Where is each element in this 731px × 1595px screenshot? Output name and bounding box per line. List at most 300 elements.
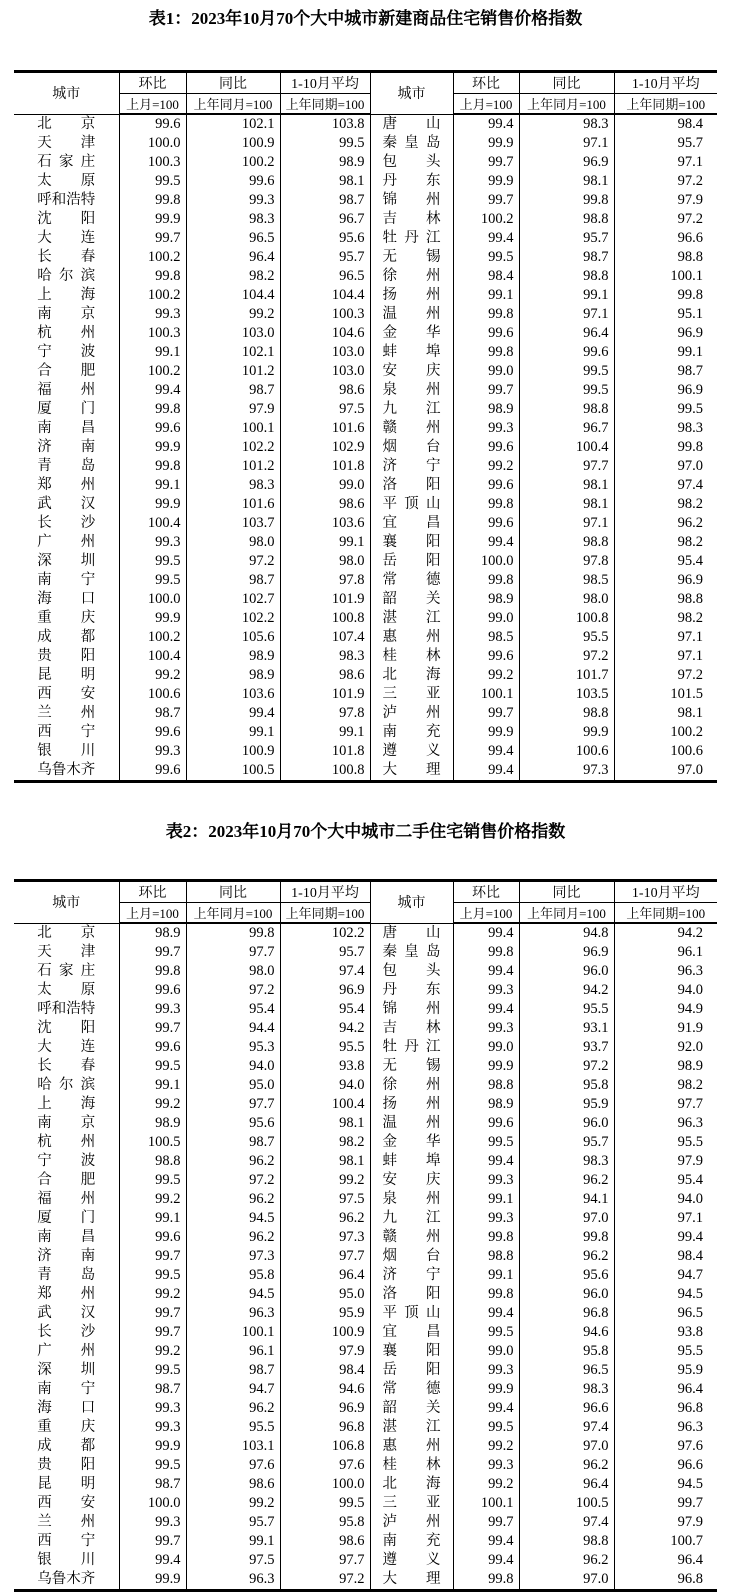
index-value-cell: 99.8 — [119, 457, 186, 476]
table-row — [14, 943, 717, 962]
city-name: 南昌 — [37, 420, 96, 436]
table-row — [14, 981, 717, 1000]
city-name: 武汉 — [37, 1305, 96, 1321]
city-name: 赣州 — [382, 420, 441, 436]
city-cell — [14, 609, 119, 628]
table1-title: 表1：2023年10月70个大中城市新建商品住宅销售价格指数 — [148, 9, 583, 28]
city-name: 包头 — [382, 963, 441, 979]
index-value-cell: 99.1 — [119, 343, 186, 362]
index-value-cell: 99.2 — [453, 1475, 519, 1494]
index-value-cell: 99.8 — [453, 1570, 519, 1591]
city-name: 厦门 — [37, 1210, 96, 1226]
index-value-cell: 94.0 — [280, 1076, 370, 1095]
city-name: 西宁 — [37, 1533, 96, 1549]
index-value-cell: 98.6 — [280, 1532, 370, 1551]
city-name: 深圳 — [37, 1362, 96, 1378]
index-value-cell: 105.6 — [186, 628, 280, 647]
city-name: 泸州 — [382, 705, 441, 721]
city-name: 金华 — [382, 325, 441, 341]
index-value-cell: 95.9 — [519, 1095, 614, 1114]
city-cell — [370, 1057, 453, 1076]
table-row — [14, 1095, 717, 1114]
index-value-cell: 99.1 — [453, 286, 519, 305]
index-value-cell: 91.9 — [614, 1019, 717, 1038]
city-name: 沈阳 — [37, 211, 96, 227]
city-cell — [14, 1570, 119, 1591]
city-cell — [14, 704, 119, 723]
index-value-cell: 97.1 — [519, 134, 614, 153]
index-value-cell: 99.3 — [119, 305, 186, 324]
col-header-avg-right: 1-10月平均 — [614, 881, 717, 903]
city-cell — [14, 590, 119, 609]
city-name: 赣州 — [382, 1229, 441, 1245]
col-header-city-right: 城市 — [370, 881, 453, 924]
city-cell — [14, 923, 119, 943]
table-row — [14, 1228, 717, 1247]
city-name: 大连 — [37, 230, 96, 246]
index-value-cell: 99.3 — [119, 1399, 186, 1418]
index-value-cell: 96.7 — [280, 210, 370, 229]
city-name: 西安 — [37, 1495, 96, 1511]
index-value-cell: 99.2 — [119, 1190, 186, 1209]
city-name: 蚌埠 — [382, 344, 441, 360]
index-value-cell: 99.8 — [119, 191, 186, 210]
index-value-cell: 98.1 — [519, 476, 614, 495]
index-value-cell: 104.4 — [280, 286, 370, 305]
index-value-cell: 100.4 — [119, 647, 186, 666]
table-row — [14, 609, 717, 628]
index-value-cell: 96.9 — [519, 943, 614, 962]
city-name: 北海 — [382, 1476, 441, 1492]
index-value-cell: 95.5 — [186, 1418, 280, 1437]
index-value-cell: 100.4 — [280, 1095, 370, 1114]
city-cell — [14, 153, 119, 172]
index-value-cell: 99.6 — [453, 438, 519, 457]
index-value-cell: 97.7 — [186, 943, 280, 962]
city-cell — [370, 761, 453, 782]
index-value-cell: 98.2 — [280, 1133, 370, 1152]
city-cell — [14, 1494, 119, 1513]
city-cell — [370, 981, 453, 1000]
index-value-cell: 100.2 — [119, 248, 186, 267]
city-cell — [370, 1076, 453, 1095]
city-name: 烟台 — [382, 1248, 441, 1264]
city-cell — [14, 514, 119, 533]
city-cell — [14, 1057, 119, 1076]
city-cell — [370, 1228, 453, 1247]
city-cell — [14, 981, 119, 1000]
index-value-cell: 97.3 — [186, 1247, 280, 1266]
index-value-cell: 96.2 — [186, 1152, 280, 1171]
index-value-cell: 99.6 — [453, 514, 519, 533]
city-name: 金华 — [382, 1134, 441, 1150]
index-value-cell: 97.5 — [186, 1551, 280, 1570]
index-value-cell: 96.9 — [614, 324, 717, 343]
index-value-cell: 97.6 — [280, 1456, 370, 1475]
city-name: 长沙 — [37, 1324, 96, 1340]
city-name: 海口 — [37, 1400, 96, 1416]
index-value-cell: 99.7 — [119, 1323, 186, 1342]
index-value-cell: 99.7 — [119, 1019, 186, 1038]
city-cell — [14, 666, 119, 685]
city-cell — [14, 647, 119, 666]
city-cell — [14, 438, 119, 457]
city-name: 厦门 — [37, 401, 96, 417]
index-value-cell: 98.8 — [519, 704, 614, 723]
city-name: 九江 — [382, 1210, 441, 1226]
table-row — [14, 1019, 717, 1038]
city-cell — [370, 723, 453, 742]
index-value-cell: 100.2 — [119, 362, 186, 381]
index-value-cell: 98.3 — [614, 419, 717, 438]
index-value-cell: 99.2 — [186, 1494, 280, 1513]
index-value-cell: 96.2 — [186, 1190, 280, 1209]
index-value-cell: 95.5 — [614, 1133, 717, 1152]
index-value-cell: 99.5 — [614, 400, 717, 419]
index-value-cell: 96.6 — [519, 1399, 614, 1418]
header-row-2 — [14, 903, 717, 924]
col-subheader-mom-base-left: 上月=100 — [119, 903, 186, 924]
col-subheader-avg-base-left: 上年同期=100 — [280, 903, 370, 924]
city-cell — [370, 362, 453, 381]
city-cell — [370, 172, 453, 191]
city-cell — [370, 381, 453, 400]
city-name: 兰州 — [37, 1514, 96, 1530]
index-value-cell: 98.3 — [186, 476, 280, 495]
index-value-cell: 99.9 — [453, 172, 519, 191]
table-row — [14, 552, 717, 571]
city-cell — [370, 1437, 453, 1456]
table-row — [14, 305, 717, 324]
col-header-yoy-left: 同比 — [186, 881, 280, 903]
index-value-cell: 100.1 — [453, 685, 519, 704]
index-value-cell: 97.3 — [519, 761, 614, 782]
table-row — [14, 134, 717, 153]
city-cell — [14, 1418, 119, 1437]
index-value-cell: 96.3 — [614, 1418, 717, 1437]
index-value-cell: 97.0 — [614, 457, 717, 476]
index-value-cell: 99.7 — [453, 381, 519, 400]
table-row — [14, 1551, 717, 1570]
city-name: 无锡 — [382, 249, 441, 265]
index-value-cell: 99.6 — [453, 476, 519, 495]
city-name: 南京 — [37, 306, 96, 322]
table-row — [14, 1209, 717, 1228]
index-value-cell: 104.4 — [186, 286, 280, 305]
city-cell — [14, 1475, 119, 1494]
index-value-cell: 102.2 — [186, 609, 280, 628]
col-header-city-right: 城市 — [370, 72, 453, 115]
index-value-cell: 95.6 — [186, 1114, 280, 1133]
city-cell — [370, 1152, 453, 1171]
index-value-cell: 99.3 — [453, 1019, 519, 1038]
index-value-cell: 99.5 — [453, 1133, 519, 1152]
table1-new-homes-price-index — [14, 70, 717, 783]
table-row — [14, 590, 717, 609]
index-value-cell: 97.8 — [280, 571, 370, 590]
index-value-cell: 100.0 — [119, 134, 186, 153]
city-name: 秦皇岛 — [382, 944, 441, 960]
table-row — [14, 1513, 717, 1532]
index-value-cell: 98.6 — [280, 381, 370, 400]
city-cell — [370, 685, 453, 704]
table-row — [14, 381, 717, 400]
index-value-cell: 99.8 — [453, 343, 519, 362]
index-value-cell: 96.0 — [519, 962, 614, 981]
city-name: 遵义 — [382, 1552, 441, 1568]
index-value-cell: 99.6 — [453, 647, 519, 666]
city-name: 长沙 — [37, 515, 96, 531]
col-header-yoy-right: 同比 — [519, 72, 614, 94]
city-cell — [370, 1095, 453, 1114]
index-value-cell: 94.7 — [614, 1266, 717, 1285]
index-value-cell: 99.5 — [119, 1266, 186, 1285]
index-value-cell: 98.1 — [614, 704, 717, 723]
table-row — [14, 419, 717, 438]
table-row — [14, 1000, 717, 1019]
index-value-cell: 98.8 — [519, 400, 614, 419]
table-row — [14, 153, 717, 172]
index-value-cell: 98.8 — [453, 1247, 519, 1266]
city-cell — [370, 1532, 453, 1551]
index-value-cell: 97.2 — [519, 647, 614, 666]
table-row — [14, 704, 717, 723]
index-value-cell: 97.2 — [614, 210, 717, 229]
index-value-cell: 99.7 — [119, 1532, 186, 1551]
index-value-cell: 99.6 — [119, 1228, 186, 1247]
index-value-cell: 98.4 — [614, 1247, 717, 1266]
city-name: 南充 — [382, 724, 441, 740]
index-value-cell: 99.7 — [119, 229, 186, 248]
index-value-cell: 99.9 — [519, 723, 614, 742]
index-value-cell: 97.1 — [614, 628, 717, 647]
index-value-cell: 99.6 — [119, 723, 186, 742]
index-value-cell: 98.4 — [614, 114, 717, 134]
city-name: 遵义 — [382, 743, 441, 759]
city-name: 平顶山 — [382, 496, 441, 512]
city-cell — [370, 267, 453, 286]
index-value-cell: 98.7 — [614, 362, 717, 381]
city-name: 宁波 — [37, 1153, 96, 1169]
index-value-cell: 97.4 — [519, 1418, 614, 1437]
index-value-cell: 96.1 — [186, 1342, 280, 1361]
index-value-cell: 98.8 — [614, 248, 717, 267]
index-value-cell: 99.7 — [453, 1513, 519, 1532]
table-row — [14, 571, 717, 590]
index-value-cell: 98.7 — [119, 1380, 186, 1399]
table-row — [14, 267, 717, 286]
city-cell — [370, 1342, 453, 1361]
index-value-cell: 100.2 — [614, 723, 717, 742]
index-value-cell: 99.2 — [119, 666, 186, 685]
index-value-cell: 95.5 — [519, 628, 614, 647]
table-row — [14, 1380, 717, 1399]
city-cell — [14, 1076, 119, 1095]
index-value-cell: 100.8 — [519, 609, 614, 628]
index-value-cell: 99.5 — [119, 1361, 186, 1380]
index-value-cell: 99.9 — [119, 1437, 186, 1456]
index-value-cell: 97.9 — [614, 191, 717, 210]
index-value-cell: 97.4 — [614, 476, 717, 495]
index-value-cell: 99.2 — [119, 1342, 186, 1361]
city-cell — [370, 343, 453, 362]
city-cell — [370, 134, 453, 153]
city-cell — [14, 1171, 119, 1190]
city-name: 南充 — [382, 1533, 441, 1549]
index-value-cell: 99.3 — [453, 981, 519, 1000]
index-value-cell: 96.8 — [614, 1570, 717, 1591]
city-name: 蚌埠 — [382, 1153, 441, 1169]
index-value-cell: 99.7 — [453, 704, 519, 723]
index-value-cell: 97.2 — [614, 172, 717, 191]
index-value-cell: 98.8 — [519, 210, 614, 229]
index-value-cell: 97.9 — [280, 1342, 370, 1361]
city-cell — [14, 1247, 119, 1266]
index-value-cell: 99.3 — [453, 1209, 519, 1228]
city-cell — [370, 943, 453, 962]
index-value-cell: 95.9 — [614, 1361, 717, 1380]
city-name: 烟台 — [382, 439, 441, 455]
city-name: 南昌 — [37, 1229, 96, 1245]
col-header-city-left: 城市 — [14, 881, 119, 924]
index-value-cell: 98.9 — [280, 153, 370, 172]
city-name: 吉林 — [382, 1020, 441, 1036]
col-subheader-avg-base-left: 上年同期=100 — [280, 94, 370, 115]
city-cell — [370, 571, 453, 590]
index-value-cell: 95.5 — [519, 1000, 614, 1019]
index-value-cell: 99.5 — [453, 1418, 519, 1437]
index-value-cell: 102.1 — [186, 114, 280, 134]
index-value-cell: 99.5 — [119, 552, 186, 571]
index-value-cell: 98.0 — [186, 533, 280, 552]
index-value-cell: 97.9 — [614, 1513, 717, 1532]
table-row — [14, 1494, 717, 1513]
index-value-cell: 97.0 — [519, 1209, 614, 1228]
index-value-cell: 94.2 — [280, 1019, 370, 1038]
index-value-cell: 98.6 — [186, 1475, 280, 1494]
index-value-cell: 96.2 — [519, 1551, 614, 1570]
index-value-cell: 97.5 — [280, 400, 370, 419]
city-name: 扬州 — [382, 287, 441, 303]
index-value-cell: 99.2 — [119, 1095, 186, 1114]
city-name: 西宁 — [37, 724, 96, 740]
index-value-cell: 99.4 — [453, 114, 519, 134]
city-name: 安庆 — [382, 363, 441, 379]
index-value-cell: 100.1 — [614, 267, 717, 286]
index-value-cell: 100.9 — [186, 742, 280, 761]
index-value-cell: 99.3 — [119, 1000, 186, 1019]
index-value-cell: 98.7 — [186, 1361, 280, 1380]
city-name: 天津 — [37, 944, 96, 960]
index-value-cell: 106.8 — [280, 1437, 370, 1456]
index-value-cell: 99.5 — [519, 381, 614, 400]
city-cell — [370, 457, 453, 476]
index-value-cell: 99.8 — [453, 495, 519, 514]
index-value-cell: 100.8 — [280, 761, 370, 782]
index-value-cell: 100.9 — [186, 134, 280, 153]
col-subheader-yoy-base-right: 上年同月=100 — [519, 94, 614, 115]
city-cell — [14, 1342, 119, 1361]
index-value-cell: 96.2 — [519, 1171, 614, 1190]
index-value-cell: 98.9 — [186, 647, 280, 666]
index-value-cell: 94.5 — [186, 1209, 280, 1228]
index-value-cell: 102.9 — [280, 438, 370, 457]
table-row — [14, 1076, 717, 1095]
index-value-cell: 100.2 — [453, 210, 519, 229]
city-name: 郑州 — [37, 477, 96, 493]
index-value-cell: 98.8 — [453, 1076, 519, 1095]
city-name: 太原 — [37, 173, 96, 189]
index-value-cell: 99.6 — [186, 172, 280, 191]
city-cell — [370, 305, 453, 324]
index-value-cell: 98.9 — [453, 1095, 519, 1114]
index-value-cell: 97.9 — [614, 1152, 717, 1171]
city-cell — [370, 1304, 453, 1323]
city-cell — [370, 609, 453, 628]
index-value-cell: 99.4 — [453, 1551, 519, 1570]
index-value-cell: 98.3 — [280, 647, 370, 666]
index-value-cell: 100.2 — [186, 153, 280, 172]
city-name: 上海 — [37, 287, 96, 303]
city-name: 上海 — [37, 1096, 96, 1112]
index-value-cell: 100.5 — [519, 1494, 614, 1513]
index-value-cell: 101.5 — [614, 685, 717, 704]
index-value-cell: 99.3 — [186, 191, 280, 210]
index-value-cell: 100.2 — [119, 286, 186, 305]
index-value-cell: 99.5 — [119, 1057, 186, 1076]
index-value-cell: 95.7 — [280, 248, 370, 267]
index-value-cell: 100.5 — [186, 761, 280, 782]
index-value-cell: 99.1 — [519, 286, 614, 305]
index-value-cell: 99.3 — [453, 419, 519, 438]
city-name: 呼和浩特 — [37, 192, 96, 208]
index-value-cell: 98.2 — [186, 267, 280, 286]
city-cell — [14, 1228, 119, 1247]
index-value-cell: 97.7 — [186, 1095, 280, 1114]
city-cell — [370, 1494, 453, 1513]
city-name: 泉州 — [382, 382, 441, 398]
index-value-cell: 96.2 — [519, 1456, 614, 1475]
city-cell — [14, 210, 119, 229]
col-header-mom-right: 环比 — [453, 72, 519, 94]
index-value-cell: 97.7 — [280, 1551, 370, 1570]
city-cell — [370, 400, 453, 419]
col-subheader-mom-base-right: 上月=100 — [453, 94, 519, 115]
index-value-cell: 99.8 — [119, 962, 186, 981]
col-subheader-avg-base-right: 上年同期=100 — [614, 903, 717, 924]
index-value-cell: 95.1 — [614, 305, 717, 324]
col-header-city-left: 城市 — [14, 72, 119, 115]
index-value-cell: 98.1 — [280, 1114, 370, 1133]
table-row — [14, 1437, 717, 1456]
index-value-cell: 96.0 — [519, 1114, 614, 1133]
index-value-cell: 99.5 — [119, 172, 186, 191]
index-value-cell: 95.4 — [614, 552, 717, 571]
city-cell — [14, 172, 119, 191]
index-value-cell: 97.9 — [186, 400, 280, 419]
index-value-cell: 99.3 — [453, 1171, 519, 1190]
city-name: 常德 — [382, 1381, 441, 1397]
city-name: 长春 — [37, 1058, 96, 1074]
city-cell — [370, 1513, 453, 1532]
city-name: 三亚 — [382, 686, 441, 702]
index-value-cell: 95.5 — [280, 1038, 370, 1057]
index-value-cell: 99.1 — [453, 1190, 519, 1209]
index-value-cell: 99.8 — [119, 400, 186, 419]
index-value-cell: 98.0 — [280, 552, 370, 571]
city-name: 洛阳 — [382, 477, 441, 493]
city-cell — [370, 1000, 453, 1019]
